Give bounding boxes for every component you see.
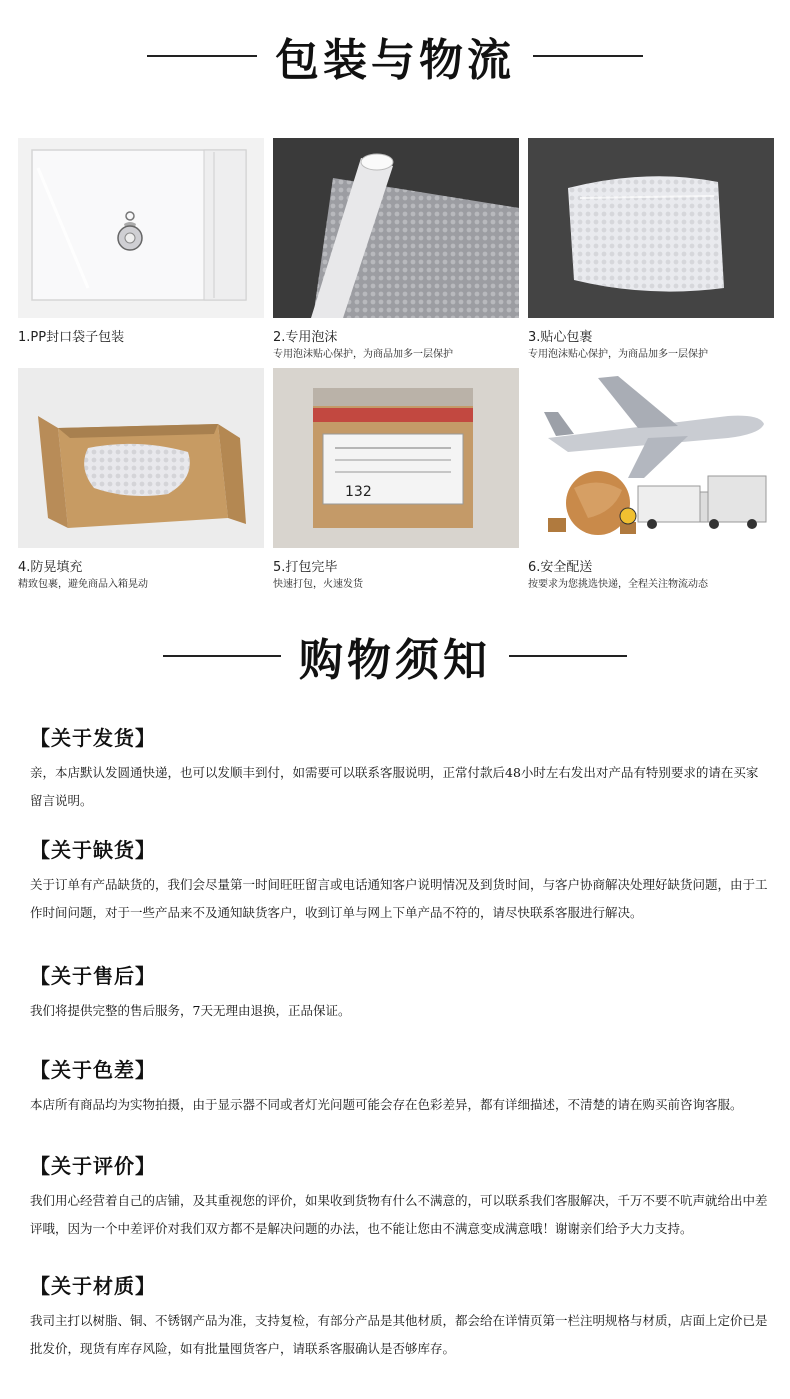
notice-heading: 【关于材质】 bbox=[30, 1274, 156, 1298]
packaging-item-3 bbox=[528, 138, 774, 360]
packaging-item-title: 4.防晃填充 bbox=[18, 560, 83, 575]
notice-body: 关于订单有产品缺货的，我们会尽量第一时间旺旺留言或电话通知客户说明情况及到货时间，与客户协商解决处理好缺货问题，由于工作时间问题，对于一些产品来不及通知缺货客户，收到订单与网上下单产品不符的，请尽快联系客服进行解决。 bbox=[30, 877, 768, 920]
shopping-header bbox=[0, 628, 790, 684]
packaging-item-subtitle: 精致包裹，避免商品入箱晃动 bbox=[18, 579, 148, 590]
packaging-item-4 bbox=[18, 368, 264, 590]
notice-color-difference bbox=[30, 1054, 770, 1119]
packaging-title: 包装与物流 bbox=[275, 35, 515, 86]
packaging-item-title: 3.贴心包裹 bbox=[528, 330, 593, 345]
packaging-item-subtitle: 快速打包，火速发货 bbox=[273, 579, 363, 590]
foam-roll-photo bbox=[273, 138, 519, 318]
notice-body: 我们用心经营着自己的店铺，及其重视您的评价，如果收到货物有什么不满意的，可以联系我们客服解决，千万不要不吭声就给出中差评哦，因为一个中差评价对我们双方都不是解决问题的办法，也不能让您由不满意变成满意哦！谢谢亲们给予大力支持。 bbox=[30, 1193, 768, 1236]
packaging-item-subtitle: 专用泡沫贴心保护，为商品加多一层保护 bbox=[528, 349, 708, 360]
packaging-header bbox=[0, 28, 790, 84]
header-rule-right bbox=[533, 55, 643, 57]
packaging-item-subtitle: 按要求为您挑选快递，全程关注物流动态 bbox=[528, 579, 708, 590]
notice-heading: 【关于色差】 bbox=[30, 1058, 156, 1082]
box-filling-photo bbox=[18, 368, 264, 548]
packaging-grid bbox=[14, 138, 776, 598]
notice-body: 亲，本店默认发圆通快递，也可以发顺丰到付，如需要可以联系客服说明，正常付款后48小时左右发出对产品有特别要求的请在买家留言说明。 bbox=[30, 765, 759, 808]
packaging-item-title: 1.PP封口袋子包装 bbox=[18, 330, 125, 345]
packaging-item-title: 2.专用泡沫 bbox=[273, 330, 338, 345]
notice-out-of-stock bbox=[30, 834, 770, 927]
header-rule-right bbox=[509, 655, 627, 657]
pp-bag-photo bbox=[18, 138, 264, 318]
notice-body: 我司主打以树脂、铜、不锈钢产品为准，支持复检，有部分产品是其他材质，都会给在详情页第一栏注明规格与材质，店面上定价已是批发价，现货有库存风险，如有批量囤货客户，请联系客服确认是否够库存。 bbox=[30, 1313, 768, 1356]
notice-after-sales bbox=[30, 960, 770, 1025]
notice-shipping bbox=[30, 722, 770, 815]
notice-heading: 【关于发货】 bbox=[30, 726, 156, 750]
packaging-item-2 bbox=[273, 138, 519, 360]
wrapped-package-photo bbox=[528, 138, 774, 318]
packaging-item-1 bbox=[18, 138, 264, 343]
packaging-item-subtitle: 专用泡沫贴心保护，为商品加多一层保护 bbox=[273, 349, 453, 360]
packaging-item-6 bbox=[528, 368, 774, 590]
notice-reviews bbox=[30, 1150, 770, 1243]
packaging-item-title: 6.安全配送 bbox=[528, 560, 593, 575]
notice-material bbox=[30, 1270, 770, 1363]
packaging-item-5 bbox=[273, 368, 519, 590]
notice-body: 本店所有商品均为实物拍摄，由于显示器不同或者灯光问题可能会存在色彩差异，都有详细描述，不清楚的请在购买前咨询客服。 bbox=[30, 1097, 743, 1112]
packed-box-photo bbox=[273, 368, 519, 548]
packaging-item-title: 5.打包完毕 bbox=[273, 560, 338, 575]
notice-heading: 【关于售后】 bbox=[30, 964, 156, 988]
box-label-number: 132 bbox=[345, 484, 372, 500]
delivery-photo bbox=[528, 368, 774, 548]
notice-heading: 【关于缺货】 bbox=[30, 838, 156, 862]
header-rule-left bbox=[163, 655, 281, 657]
notice-heading: 【关于评价】 bbox=[30, 1154, 156, 1178]
shopping-title: 购物须知 bbox=[299, 635, 491, 686]
notice-body: 我们将提供完整的售后服务，7天无理由退换，正品保证。 bbox=[30, 1003, 351, 1018]
header-rule-left bbox=[147, 55, 257, 57]
